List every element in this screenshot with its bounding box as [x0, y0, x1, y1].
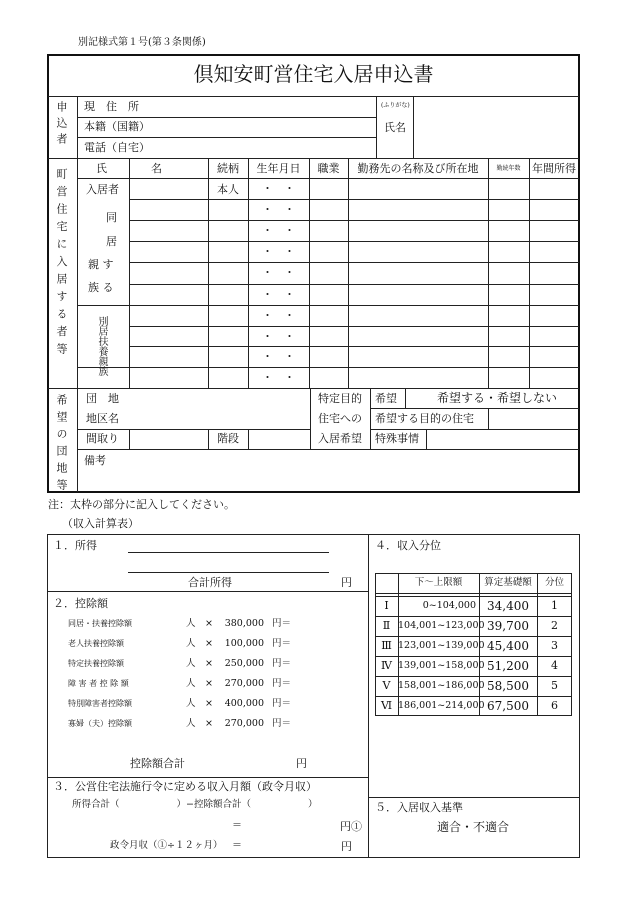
divider [48, 777, 368, 778]
form-number: 別記様式第１号(第３条関係) [78, 37, 206, 48]
table-row-line [375, 696, 572, 697]
bracket-roman: Ⅵ [380, 699, 393, 712]
special-purpose-label: 住宅への [318, 412, 362, 425]
district-label: 地区名 [86, 412, 119, 425]
divider [405, 388, 406, 408]
total-income-label: 合計所得 [188, 576, 232, 589]
table-row-line [129, 326, 579, 327]
bracket-rank: 3 [551, 639, 558, 652]
bracket-base: 67,500 [487, 699, 529, 713]
bracket-roman: Ⅳ [381, 659, 392, 672]
cohabiting-label: 親 す [88, 258, 114, 271]
floor-label: 階段 [217, 432, 239, 445]
table-row-line [129, 284, 579, 285]
divider [77, 96, 78, 492]
special-purpose-label: 入居希望 [318, 432, 362, 445]
deduction-label: 寡婦（夫）控除額 [68, 719, 132, 728]
bracket-rank: 6 [551, 699, 558, 712]
separated-dependents-label: 別居扶養親族 [96, 316, 107, 376]
income-underline [128, 552, 329, 553]
table-row-line [78, 178, 579, 179]
relation-self: 本人 [217, 183, 239, 196]
table-row-line [129, 305, 579, 306]
table-column-line [129, 158, 130, 388]
bracket-range: 158,001~186,000 [398, 680, 485, 691]
header-years: 勤続年数 [496, 165, 521, 172]
deduction-label: 特定扶養控除額 [68, 659, 124, 668]
deduction-amount: 270,000 [224, 678, 264, 689]
bracket-rank: 1 [551, 599, 558, 612]
layout-label: 間取り [86, 432, 119, 445]
bracket-header: 下〜上限額 [414, 577, 463, 588]
deduction-unit: 円＝ [272, 638, 292, 649]
table-row-line [129, 241, 579, 242]
birthdate-placeholder: ・ ・ [262, 266, 295, 279]
income-underline [128, 572, 329, 573]
residents-side-label: 町営住宅に入居する者等 [55, 168, 68, 361]
divider [413, 96, 414, 158]
table-row-line [375, 596, 572, 597]
bracket-header: 分位 [544, 577, 564, 588]
cohabiting-label: 同 [106, 211, 117, 224]
table-column-line [309, 158, 310, 388]
header-occupation: 職業 [317, 162, 340, 175]
divider [48, 388, 579, 389]
table-column-line [348, 158, 349, 388]
birthdate-placeholder: ・ ・ [262, 350, 295, 363]
equals-sign: ＝ [232, 820, 242, 831]
group-divider [78, 305, 129, 306]
bracket-range: 139,001~158,000 [398, 660, 485, 671]
table-row-line [375, 636, 572, 637]
income-standard-value[interactable]: 適合・不適合 [437, 820, 510, 834]
header-name: 氏 名 [96, 162, 162, 175]
table-row-line [375, 656, 572, 657]
deduction-unit: 円＝ [272, 618, 292, 629]
divider [78, 429, 310, 430]
divider [368, 797, 579, 798]
bracket-base: 39,700 [487, 619, 529, 633]
table-column-line [488, 158, 489, 388]
cohabiting-label: 居 [106, 235, 117, 248]
desired-side-label: 希望の団地等 [55, 394, 68, 496]
divider [48, 158, 579, 159]
deduction-amount: 270,000 [224, 718, 264, 729]
footnote: 注：太枠の部分に記入してください。 [48, 498, 235, 511]
deduction-multiplier: 人 × [186, 698, 213, 709]
deduction-label: 老人扶養控除額 [68, 639, 124, 648]
divider [376, 96, 377, 158]
address-label: 現 住 所 [84, 100, 139, 113]
cohabiting-label: 族 る [88, 281, 114, 294]
monthly-income-section-title: ３．公営住宅法施行令に定める収入月額（政令月収） [53, 780, 317, 793]
bracket-range: 104,001~123,000 [398, 620, 485, 631]
domicile-label: 本籍（国籍） [84, 120, 150, 133]
bracket-base: 45,400 [487, 639, 529, 653]
deduction-multiplier: 人 × [186, 618, 213, 629]
yen-unit: 円 [341, 840, 352, 853]
divider [488, 408, 489, 429]
bracket-roman: Ⅴ [382, 679, 391, 692]
divider [48, 96, 579, 97]
deduction-unit: 円＝ [272, 658, 292, 669]
birthdate-placeholder: ・ ・ [262, 309, 295, 322]
bracket-base: 34,400 [487, 599, 529, 613]
furigana-label: (ふりがな) [381, 102, 410, 109]
hope-label: 希望 [375, 392, 397, 405]
deduction-multiplier: 人 × [186, 638, 213, 649]
birthdate-placeholder: ・ ・ [262, 288, 295, 301]
divider [48, 591, 368, 592]
bracket-range: 0~104,000 [422, 600, 476, 611]
header-birthdate: 生年月日 [256, 162, 301, 175]
birthdate-placeholder: ・ ・ [262, 330, 295, 343]
page-title: 倶知安町営住宅入居申込書 [193, 62, 434, 86]
header-relation: 続柄 [217, 162, 239, 175]
income-title: （収入計算表） [62, 517, 139, 530]
divider [248, 429, 249, 449]
applicant-side-label: 申込者 [55, 101, 68, 149]
table-row-line [129, 346, 579, 347]
divider [368, 534, 369, 858]
birthdate-placeholder: ・ ・ [262, 182, 295, 195]
table-row-line [375, 616, 572, 617]
resident-label: 入居者 [86, 183, 119, 196]
table-row-line [375, 676, 572, 677]
special-purpose-label: 特定目的 [318, 392, 362, 405]
equals-sign: ＝ [232, 840, 242, 851]
deduction-label: 同居・扶養控除額 [68, 619, 132, 628]
deduction-label: 障 害 者 控 除 額 [68, 679, 129, 688]
income-standard-title: ５．入居収入基準 [375, 801, 463, 814]
hope-options[interactable]: 希望する・希望しない [437, 391, 558, 405]
divider [78, 137, 376, 138]
deduction-label: 特別障害者控除額 [68, 699, 132, 708]
bracket-rank: 5 [551, 679, 558, 692]
bracket-base: 51,200 [487, 659, 529, 673]
income-section-title: １．所得 [53, 539, 97, 552]
divider [426, 429, 427, 449]
divider [129, 429, 130, 449]
bracket-roman: Ⅰ [384, 599, 389, 612]
birthdate-placeholder: ・ ・ [262, 224, 295, 237]
deduction-multiplier: 人 × [186, 718, 213, 729]
deduction-multiplier: 人 × [186, 678, 213, 689]
monthly-income-formula: 所得合計（ ）−控除額合計（ ） [72, 799, 318, 810]
deduction-section-title: ２．控除額 [53, 597, 108, 610]
birthdate-placeholder: ・ ・ [262, 371, 295, 384]
divider [370, 408, 579, 409]
deduction-amount: 250,000 [224, 658, 264, 669]
bracket-range: 186,001~214,000 [398, 700, 485, 711]
header-income: 年間所得 [532, 162, 576, 175]
table-row-line [78, 367, 579, 368]
bracket-rank: 2 [551, 619, 558, 632]
table-row-line [129, 262, 579, 263]
divider [78, 449, 579, 450]
bracket-rank: 4 [551, 659, 558, 672]
bracket-header: 算定基礎額 [484, 577, 532, 588]
deduction-unit: 円＝ [272, 678, 292, 689]
table-row-line [129, 220, 579, 221]
yen-circle-1: 円① [340, 820, 362, 833]
bracket-roman: Ⅱ [382, 619, 391, 632]
table-column-line [529, 158, 530, 388]
monthly-income-label: 政令月収（①÷１２ヶ月） [110, 840, 223, 851]
deduction-total-label: 控除額合計 [130, 757, 185, 770]
bracket-base: 58,500 [487, 679, 529, 693]
divider [370, 388, 371, 449]
name-label: 氏名 [384, 121, 406, 134]
table-row-line [375, 593, 572, 594]
header-workplace: 勤務先の名称及び所在地 [357, 162, 479, 175]
complex-label: 団 地 [86, 392, 119, 405]
special-circumstances-label: 特殊事情 [375, 432, 419, 445]
deduction-amount: 100,000 [224, 638, 264, 649]
deduction-amount: 380,000 [224, 618, 264, 629]
yen-unit: 円 [341, 576, 352, 589]
deduction-unit: 円＝ [272, 698, 292, 709]
phone-label: 電話（自宅） [84, 141, 150, 154]
remarks-label: 備考 [84, 454, 106, 467]
divider [370, 429, 579, 430]
bracket-range: 123,001~139,000 [398, 640, 485, 651]
birthdate-placeholder: ・ ・ [262, 245, 295, 258]
deduction-multiplier: 人 × [186, 658, 213, 669]
table-row-line [129, 199, 579, 200]
bracket-roman: Ⅲ [381, 639, 392, 652]
birthdate-placeholder: ・ ・ [262, 203, 295, 216]
deduction-unit: 円＝ [272, 718, 292, 729]
income-rank-title: ４．収入分位 [375, 539, 441, 552]
deduction-amount: 400,000 [224, 698, 264, 709]
divider [78, 117, 376, 118]
purpose-label: 希望する目的の住宅 [375, 412, 474, 425]
yen-unit: 円 [296, 757, 307, 770]
